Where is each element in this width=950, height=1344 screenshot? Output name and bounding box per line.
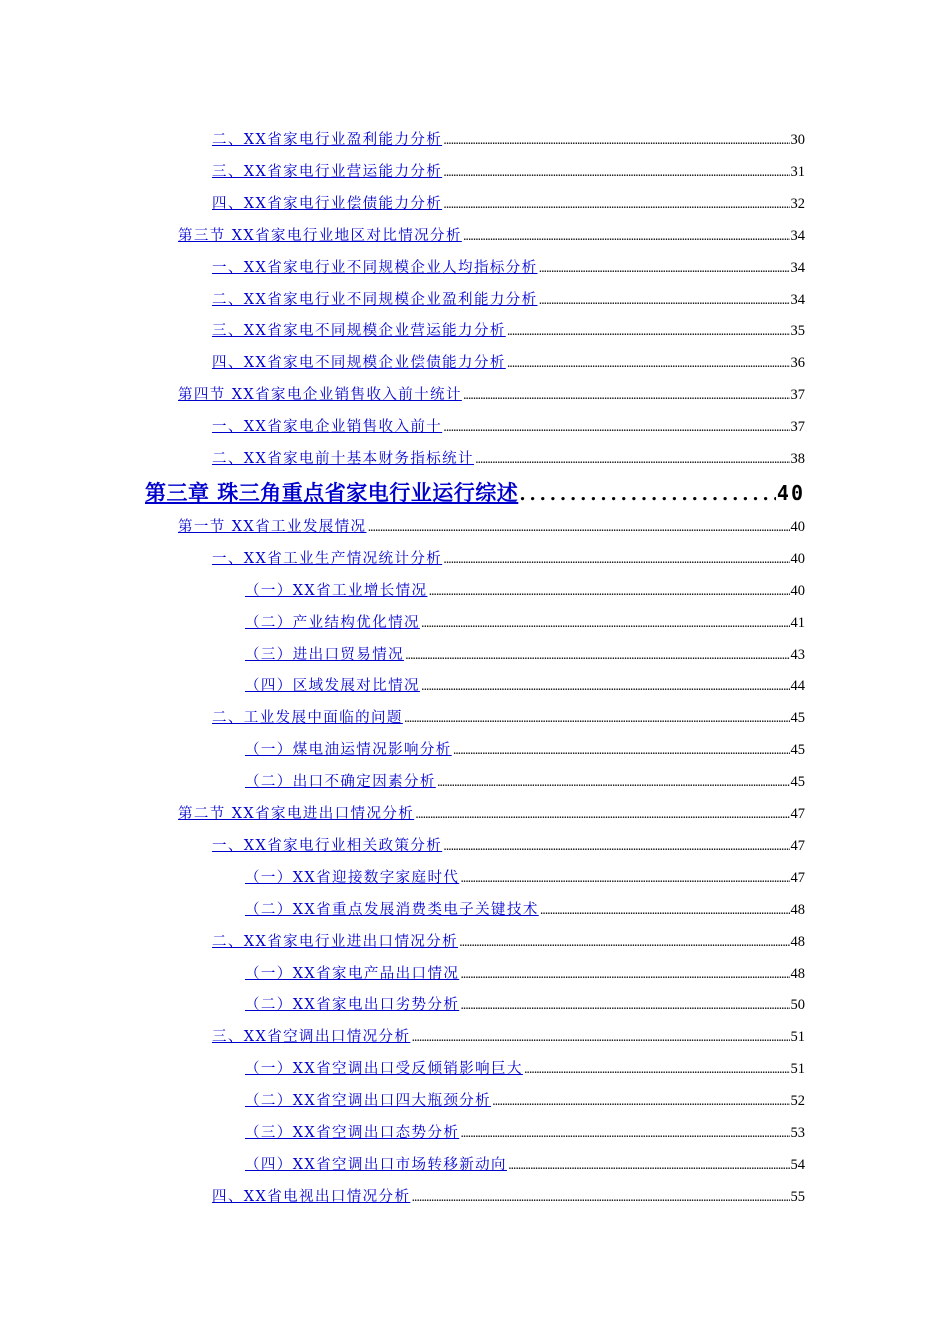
toc-page-number: 53 xyxy=(790,1125,805,1141)
toc-dot-leader xyxy=(507,324,790,338)
toc-entry[interactable] xyxy=(178,224,805,252)
toc-dot-leader xyxy=(405,648,790,662)
toc-entry[interactable] xyxy=(245,1153,805,1181)
toc-entry-title-link[interactable]: 二、XX省家电行业进出口情况分析 xyxy=(212,933,459,950)
toc-page-number: 30 xyxy=(790,132,805,148)
toc-dot-leader xyxy=(539,261,790,275)
toc-page-number: 34 xyxy=(790,227,805,244)
toc-entry[interactable] xyxy=(212,930,805,958)
toc-dot-leader xyxy=(460,871,789,885)
toc-dot-leader xyxy=(460,1126,789,1140)
toc-entry-title-link[interactable]: （二）XX省家电出口劣势分析 xyxy=(245,997,460,1014)
toc-entry-title-link[interactable]: （四）XX省空调出口市场转移新动向 xyxy=(245,1156,507,1173)
toc-entry[interactable] xyxy=(245,993,805,1021)
toc-entry-title-link[interactable]: 一、XX省工业生产情况统计分析 xyxy=(212,550,443,567)
toc-page-number: 37 xyxy=(790,387,805,404)
toc-dot-leader xyxy=(443,133,789,147)
toc-dot-leader xyxy=(519,484,776,505)
toc-dot-leader xyxy=(507,356,790,370)
toc-entry-title-link[interactable]: （三）XX省空调出口态势分析 xyxy=(245,1125,460,1141)
toc-entry[interactable] xyxy=(212,834,805,862)
toc-entry[interactable] xyxy=(212,128,805,156)
toc-entry[interactable] xyxy=(245,643,805,671)
toc-entry-title-link[interactable]: 一、XX省家电行业不同规模企业人均指标分析 xyxy=(212,259,538,276)
toc-entry-title-link[interactable]: （一）煤电油运情况影响分析 xyxy=(245,742,452,759)
toc-page-number: 51 xyxy=(790,1061,805,1078)
toc-page-number: 47 xyxy=(790,806,805,822)
toc-dot-leader xyxy=(508,1158,790,1172)
toc-entry-title-link[interactable]: 二、工业发展中面临的问题 xyxy=(212,710,403,727)
toc-page-number: 41 xyxy=(790,614,805,631)
toc-entry[interactable] xyxy=(212,706,805,734)
toc-dot-leader xyxy=(421,616,790,630)
toc-dot-leader xyxy=(492,1094,789,1108)
toc-page-number: 45 xyxy=(790,710,805,727)
toc-page-number: 48 xyxy=(790,965,805,982)
toc-page-number: 40 xyxy=(790,518,805,535)
toc-entry[interactable] xyxy=(212,351,805,379)
toc-entry[interactable] xyxy=(212,160,805,188)
toc-dot-leader xyxy=(367,520,789,534)
toc-entry-title-link[interactable]: （二）XX省空调出口四大瓶颈分析 xyxy=(245,1093,492,1110)
toc-page-number: 36 xyxy=(790,355,805,372)
toc-entry[interactable] xyxy=(212,1185,805,1213)
toc-entry[interactable] xyxy=(212,288,805,316)
toc-page-number: 31 xyxy=(790,163,805,180)
toc-dot-leader xyxy=(443,197,789,211)
toc-entry[interactable] xyxy=(212,447,805,475)
toc-dot-leader xyxy=(460,998,789,1012)
toc-page-number: 47 xyxy=(790,869,805,886)
toc-entry-title-link[interactable]: 第一节 XX省工业发展情况 xyxy=(178,518,367,535)
toc-entry[interactable] xyxy=(245,738,805,766)
toc-entry[interactable] xyxy=(245,1089,805,1117)
toc-entry-title-link[interactable]: 一、XX省家电行业相关政策分析 xyxy=(212,837,443,854)
toc-page-number: 50 xyxy=(790,997,805,1014)
toc-dot-leader xyxy=(443,552,789,566)
toc-dot-leader xyxy=(415,807,789,821)
toc-entry[interactable] xyxy=(245,898,805,926)
toc-entry-title-link[interactable]: 二、XX省家电行业盈利能力分析 xyxy=(212,132,443,148)
toc-dot-leader xyxy=(463,229,790,243)
toc-dot-leader xyxy=(539,293,790,307)
toc-entry-title-link[interactable]: （三）进出口贸易情况 xyxy=(245,646,404,663)
toc-entry[interactable] xyxy=(212,547,805,575)
toc-entry[interactable] xyxy=(245,770,805,798)
toc-entry[interactable] xyxy=(212,319,805,347)
toc-page-number: 32 xyxy=(790,195,805,212)
toc-entry-title-link[interactable]: 四、XX省电视出口情况分析 xyxy=(212,1188,411,1205)
toc-page-number: 34 xyxy=(790,291,805,308)
toc-dot-leader xyxy=(443,420,789,434)
toc-entry-title-link[interactable]: （一）XX省空调出口受反倾销影响巨大 xyxy=(245,1061,523,1078)
toc-entry-title-link[interactable]: （二）出口不确定因素分析 xyxy=(245,774,436,791)
toc-page-number: 45 xyxy=(790,774,805,791)
toc-entry-title-link[interactable]: 二、XX省家电前十基本财务指标统计 xyxy=(212,451,474,467)
toc-entry[interactable] xyxy=(212,1025,805,1053)
toc-entry[interactable] xyxy=(245,1121,805,1149)
toc-entry-title-link[interactable]: （一）XX省迎接数字家庭时代 xyxy=(245,869,460,886)
toc-dot-leader xyxy=(540,903,790,917)
toc-dot-leader xyxy=(411,1030,789,1044)
toc-entry[interactable] xyxy=(245,611,805,639)
toc-page-number: 54 xyxy=(790,1156,805,1173)
toc-entry-title-link[interactable]: 三、XX省家电不同规模企业营运能力分析 xyxy=(212,323,506,340)
toc-entry-title-link[interactable]: （四）区域发展对比情况 xyxy=(245,678,420,695)
toc-page-number: 52 xyxy=(790,1093,805,1110)
toc-entry-title-link[interactable]: 二、XX省家电行业不同规模企业盈利能力分析 xyxy=(212,291,538,308)
toc-page-number: 34 xyxy=(790,259,805,276)
toc-entry-title-link[interactable]: 三、XX省空调出口情况分析 xyxy=(212,1029,411,1046)
toc-page-number: 38 xyxy=(790,451,805,467)
toc-dot-leader xyxy=(404,711,790,725)
toc-entry[interactable] xyxy=(245,866,805,894)
toc-page-number: 37 xyxy=(790,419,805,436)
toc-dot-leader xyxy=(437,775,790,789)
toc-entry-title-link[interactable]: （二）XX省重点发展消费类电子关键技术 xyxy=(245,901,539,918)
toc-entry-title-link[interactable]: 一、XX省家电企业销售收入前十 xyxy=(212,419,443,436)
toc-entry-title-link[interactable]: （一）XX省家电产品出口情况 xyxy=(245,965,460,982)
toc-entry-title-link[interactable]: 四、XX省家电不同规模企业偿债能力分析 xyxy=(212,355,506,372)
toc-entry-title-link[interactable]: 四、XX省家电行业偿债能力分析 xyxy=(212,195,443,212)
toc-entry[interactable] xyxy=(212,192,805,220)
toc-page-number: 44 xyxy=(790,678,805,695)
toc-page-number: 40 xyxy=(776,480,805,505)
toc-dot-leader xyxy=(524,1062,790,1076)
toc-entry[interactable] xyxy=(145,477,805,511)
toc-entry[interactable] xyxy=(178,383,805,411)
toc-page-number: 48 xyxy=(790,933,805,950)
toc-entry-title-link[interactable]: （二）产业结构优化情况 xyxy=(245,614,420,631)
toc-entry[interactable] xyxy=(245,674,805,702)
toc-page-number: 40 xyxy=(790,582,805,599)
toc-dot-leader xyxy=(428,584,789,598)
toc-dot-leader xyxy=(459,935,789,949)
toc-page-number: 43 xyxy=(790,646,805,663)
toc-dot-leader xyxy=(460,967,789,981)
toc-page-number: 45 xyxy=(790,742,805,759)
toc-entry[interactable] xyxy=(178,515,805,543)
toc-dot-leader xyxy=(443,165,789,179)
toc-entry[interactable] xyxy=(245,579,805,607)
toc-page-number: 48 xyxy=(790,901,805,918)
toc-dot-leader xyxy=(443,839,789,853)
toc-entry[interactable] xyxy=(212,415,805,443)
toc-dot-leader xyxy=(463,388,790,402)
toc-page-number: 35 xyxy=(790,323,805,340)
toc-dot-leader xyxy=(411,1190,789,1204)
toc-entry-title-link[interactable]: 第二节 XX省家电进出口情况分析 xyxy=(178,806,415,822)
toc-entry-title-link[interactable]: （一）XX省工业增长情况 xyxy=(245,582,428,599)
toc-page-number: 47 xyxy=(790,837,805,854)
toc-entry[interactable] xyxy=(245,962,805,990)
toc-dot-leader xyxy=(453,743,790,757)
toc-entry[interactable] xyxy=(212,256,805,284)
toc-dot-leader xyxy=(421,679,790,693)
toc-entry[interactable] xyxy=(245,1057,805,1085)
toc-entry-title-link[interactable]: 第三章 珠三角重点省家电行业运行综述 xyxy=(145,480,519,505)
toc-entry-title-link[interactable]: 三、XX省家电行业营运能力分析 xyxy=(212,163,443,180)
toc-page-number: 51 xyxy=(790,1029,805,1046)
toc-entry-title-link[interactable]: 第四节 XX省家电企业销售收入前十统计 xyxy=(178,387,462,404)
toc-page-number: 40 xyxy=(790,550,805,567)
toc-entry[interactable] xyxy=(178,802,805,830)
toc-page-number: 55 xyxy=(790,1188,805,1205)
toc-dot-leader xyxy=(475,452,790,466)
toc-entry-title-link[interactable]: 第三节 XX省家电行业地区对比情况分析 xyxy=(178,227,462,244)
